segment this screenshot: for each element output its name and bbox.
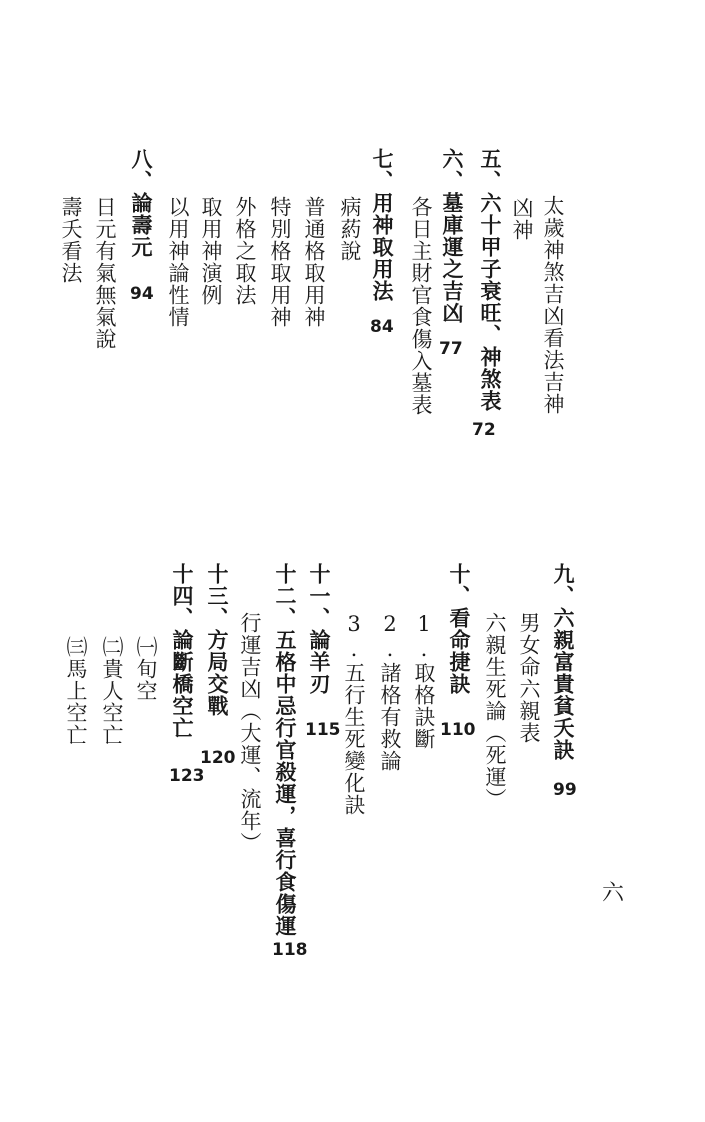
toc-page-number: 120	[200, 748, 236, 768]
toc-entry: 六親生死論（死運）	[483, 612, 507, 810]
toc-page-number: 84	[370, 317, 394, 337]
toc-heading: 五、六十甲子衰旺、神煞表	[478, 148, 503, 412]
toc-entry: ㈢馬上空亡	[64, 636, 88, 746]
toc-heading: 六、墓庫運之吉凶	[440, 148, 465, 324]
toc-entry: 2.諸格有救論	[378, 612, 402, 772]
toc-entry: 男女命六親表	[517, 612, 541, 744]
toc-entry: 病葯說	[338, 196, 362, 262]
toc-heading: 十二、五格中忌行官殺運，喜行食傷運	[273, 563, 298, 937]
toc-page-number: 123	[169, 766, 205, 786]
toc-entry: ㈠旬空	[134, 636, 158, 702]
toc-entry: 凶神	[510, 197, 534, 241]
toc-page-number: 110	[440, 720, 476, 740]
toc-heading: 八、論壽元	[129, 148, 154, 258]
toc-entry: 日元有氣無氣說	[93, 196, 117, 350]
page-number: 六	[602, 881, 625, 906]
toc-entry: 1.取格訣斷	[412, 612, 436, 750]
toc-entry: 特別格取用神	[268, 196, 292, 328]
toc-entry: 普通格取用神	[302, 196, 326, 328]
toc-page-number: 115	[305, 720, 341, 740]
toc-entry: 取用神演例	[199, 196, 223, 306]
toc-page-number: 94	[130, 284, 154, 304]
toc-entry: 壽夭看法	[59, 196, 83, 284]
toc-entry: 太歲神煞吉凶看法吉神	[541, 195, 565, 415]
toc-entry: 以用神論性情	[166, 196, 190, 328]
toc-heading: 十、看命捷訣	[447, 563, 472, 695]
toc-page-number: 118	[272, 940, 308, 960]
toc-entry: 行運吉凶（大運、流年）	[238, 612, 262, 854]
toc-heading: 七、用神取用法	[370, 148, 395, 302]
toc-entry: 外格之取法	[233, 196, 257, 306]
toc-page-number: 72	[472, 420, 496, 440]
toc-page-number: 77	[439, 339, 463, 359]
toc-heading: 十一、論羊刃	[307, 563, 332, 695]
toc-heading: 九、六親富貴貧夭訣	[551, 563, 576, 761]
toc-heading: 十三、方局交戰	[205, 563, 230, 717]
toc-entry: 各日主財官食傷入墓表	[409, 196, 433, 416]
toc-heading: 十四、論斷橋空亡	[170, 563, 195, 739]
toc-entry: 3.五行生死變化訣	[342, 612, 366, 816]
toc-entry: ㈡貴人空亡	[100, 636, 124, 746]
toc-page-number: 99	[553, 780, 577, 800]
